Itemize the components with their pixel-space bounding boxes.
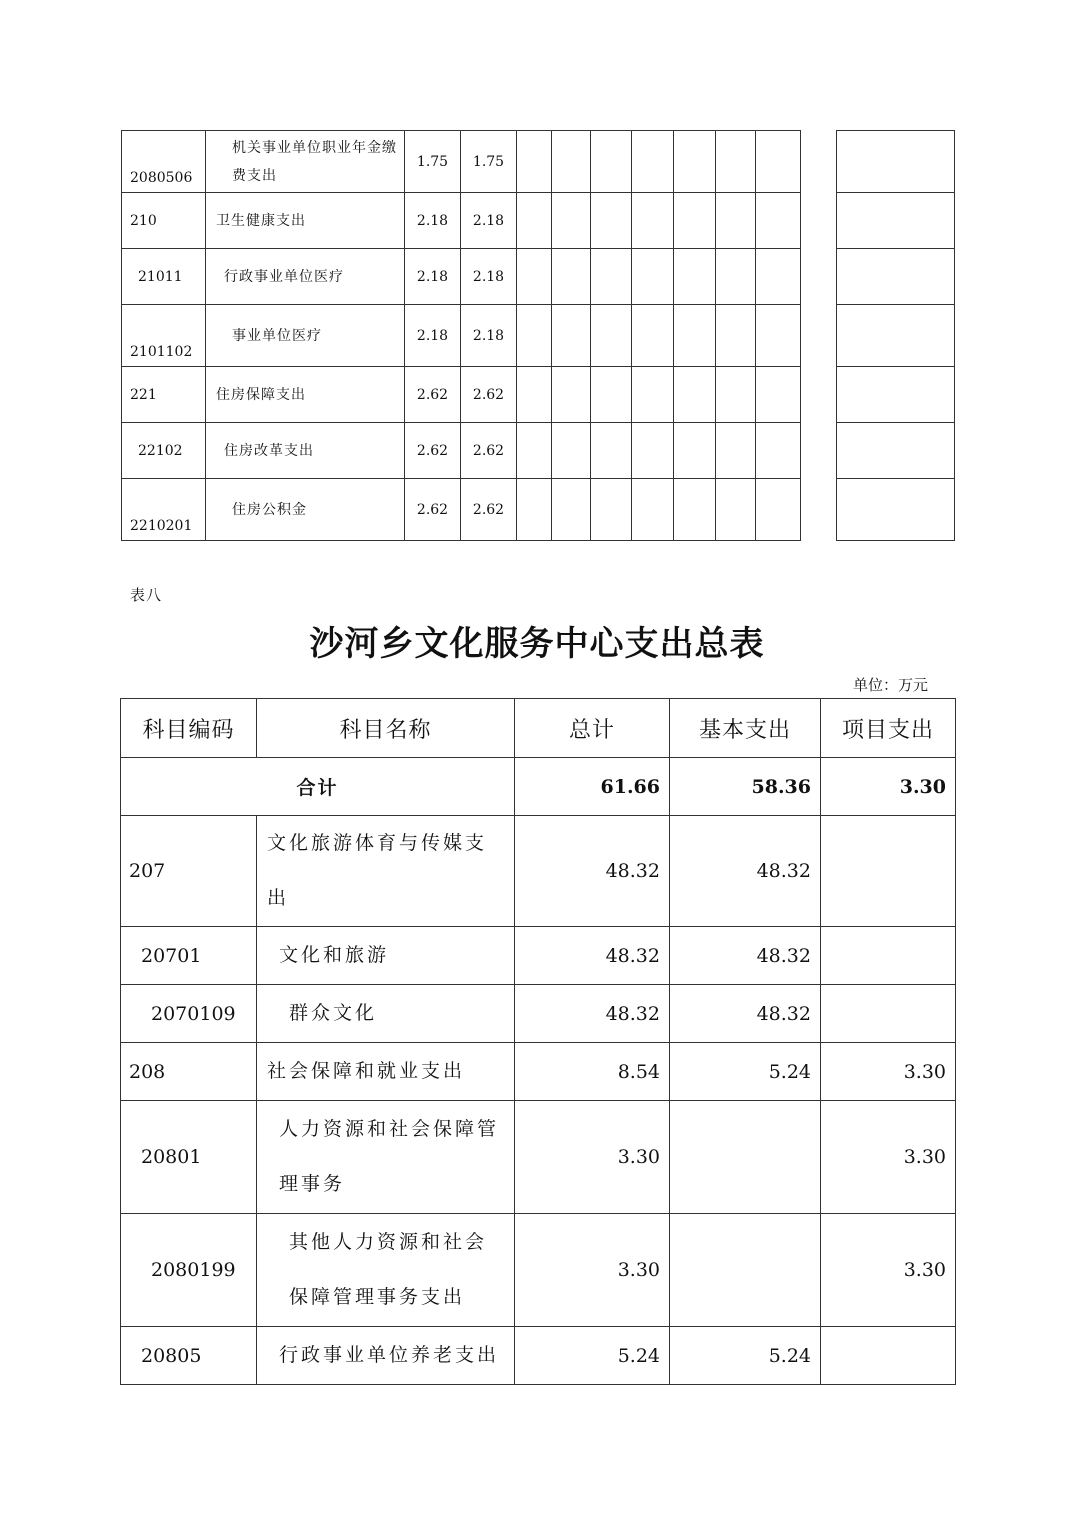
row-value: 2.62 [461, 479, 517, 541]
empty-cell [517, 367, 552, 423]
empty-cell [632, 249, 674, 305]
empty-cell [591, 423, 632, 479]
table-row [121, 985, 956, 1043]
expenditure-summary-table [120, 698, 956, 1385]
empty-cell [517, 423, 552, 479]
total-value: 48.32 [515, 816, 670, 927]
row-code: 208 [121, 1043, 257, 1101]
row-code: 22102 [122, 423, 206, 479]
row-code: 221 [122, 367, 206, 423]
project-value [821, 816, 956, 927]
empty-cell [632, 479, 674, 541]
table-row [122, 423, 955, 479]
empty-cell [837, 367, 955, 423]
row-value: 2.62 [405, 479, 461, 541]
table-row [122, 305, 955, 367]
table-row [121, 1043, 956, 1101]
empty-cell [716, 479, 756, 541]
basic-value [670, 1214, 821, 1327]
row-code: 2101102 [122, 305, 206, 367]
table-row [122, 249, 955, 305]
empty-cell [552, 367, 591, 423]
basic-value: 48.32 [670, 985, 821, 1043]
row-name: 群众文化 [257, 985, 515, 1043]
empty-cell [517, 305, 552, 367]
empty-cell [801, 423, 837, 479]
page-title: 沙河乡文化服务中心支出总表 [309, 624, 765, 664]
empty-cell [801, 249, 837, 305]
empty-cell [552, 305, 591, 367]
row-value: 2.62 [405, 423, 461, 479]
basic-value: 48.32 [670, 927, 821, 985]
empty-cell [517, 131, 552, 193]
row-code: 210 [122, 193, 206, 249]
table-row [122, 193, 955, 249]
empty-cell [517, 249, 552, 305]
empty-cell [756, 193, 801, 249]
row-name: 人力资源和社会保障管理事务 [257, 1101, 515, 1214]
basic-value: 5.24 [670, 1327, 821, 1385]
basic-value: 48.32 [670, 816, 821, 927]
empty-cell [632, 131, 674, 193]
row-value: 1.75 [461, 131, 517, 193]
project-value: 3.30 [821, 1214, 956, 1327]
total-value: 8.54 [515, 1043, 670, 1101]
row-name: 住房公积金 [206, 479, 405, 541]
empty-cell [756, 131, 801, 193]
project-value: 3.30 [821, 758, 956, 816]
row-code: 2080199 [121, 1214, 257, 1327]
basic-value: 58.36 [670, 758, 821, 816]
empty-cell [756, 423, 801, 479]
project-value: 3.30 [821, 1043, 956, 1101]
empty-cell [716, 423, 756, 479]
empty-cell [674, 305, 716, 367]
row-name: 文化和旅游 [257, 927, 515, 985]
row-value: 2.18 [461, 305, 517, 367]
row-value: 2.18 [461, 193, 517, 249]
row-value: 2.62 [461, 367, 517, 423]
empty-cell [552, 131, 591, 193]
basic-value [670, 1101, 821, 1214]
total-value: 61.66 [515, 758, 670, 816]
empty-cell [632, 423, 674, 479]
row-value: 2.18 [405, 193, 461, 249]
column-header: 项目支出 [821, 699, 956, 758]
empty-cell [837, 423, 955, 479]
project-value: 3.30 [821, 1101, 956, 1214]
empty-cell [674, 249, 716, 305]
column-header: 基本支出 [670, 699, 821, 758]
row-name: 卫生健康支出 [206, 193, 405, 249]
row-code: 21011 [122, 249, 206, 305]
empty-cell [591, 305, 632, 367]
table-row [121, 1101, 956, 1214]
empty-cell [632, 367, 674, 423]
empty-cell [801, 193, 837, 249]
row-code: 20701 [121, 927, 257, 985]
empty-cell [591, 249, 632, 305]
empty-cell [552, 193, 591, 249]
empty-cell [552, 423, 591, 479]
row-value: 2.18 [405, 305, 461, 367]
table-header-row [121, 699, 956, 758]
empty-cell [674, 193, 716, 249]
empty-cell [801, 367, 837, 423]
empty-cell [632, 193, 674, 249]
empty-cell [837, 479, 955, 541]
empty-cell [591, 131, 632, 193]
empty-cell [716, 367, 756, 423]
total-value: 3.30 [515, 1101, 670, 1214]
table-label: 表八 [130, 586, 163, 604]
row-name: 住房保障支出 [206, 367, 405, 423]
total-value: 5.24 [515, 1327, 670, 1385]
empty-cell [632, 305, 674, 367]
row-code: 2070109 [121, 985, 257, 1043]
continued-expenditure-table [121, 130, 955, 541]
row-name: 机关事业单位职业年金缴费支出 [206, 131, 405, 193]
row-value: 2.18 [405, 249, 461, 305]
row-name: 其他人力资源和社会保障管理事务支出 [257, 1214, 515, 1327]
total-value: 3.30 [515, 1214, 670, 1327]
project-value [821, 985, 956, 1043]
empty-cell [756, 367, 801, 423]
row-code: 207 [121, 816, 257, 927]
empty-cell [591, 479, 632, 541]
empty-cell [716, 305, 756, 367]
empty-cell [552, 479, 591, 541]
total-label: 合计 [121, 758, 515, 816]
row-name: 住房改革支出 [206, 423, 405, 479]
table-row [121, 1327, 956, 1385]
table-row [122, 131, 955, 193]
table-row [121, 1214, 956, 1327]
row-code: 20805 [121, 1327, 257, 1385]
column-header: 科目名称 [257, 699, 515, 758]
empty-cell [716, 131, 756, 193]
empty-cell [756, 479, 801, 541]
row-name: 行政事业单位养老支出 [257, 1327, 515, 1385]
empty-cell [517, 479, 552, 541]
empty-cell [756, 305, 801, 367]
row-name: 行政事业单位医疗 [206, 249, 405, 305]
empty-cell [591, 367, 632, 423]
empty-cell [801, 131, 837, 193]
table-row [122, 479, 955, 541]
empty-cell [837, 131, 955, 193]
empty-cell [674, 367, 716, 423]
table-row [121, 927, 956, 985]
empty-cell [801, 479, 837, 541]
total-row [121, 758, 956, 816]
column-header: 总计 [515, 699, 670, 758]
empty-cell [716, 193, 756, 249]
empty-cell [716, 249, 756, 305]
empty-cell [517, 193, 552, 249]
table-row [122, 367, 955, 423]
empty-cell [756, 249, 801, 305]
empty-cell [674, 131, 716, 193]
empty-cell [837, 305, 955, 367]
empty-cell [837, 249, 955, 305]
total-value: 48.32 [515, 985, 670, 1043]
row-value: 2.18 [461, 249, 517, 305]
row-name: 事业单位医疗 [206, 305, 405, 367]
table-row [121, 816, 956, 927]
project-value [821, 1327, 956, 1385]
row-code: 20801 [121, 1101, 257, 1214]
empty-cell [591, 193, 632, 249]
project-value [821, 927, 956, 985]
row-value: 1.75 [405, 131, 461, 193]
row-value: 2.62 [405, 367, 461, 423]
empty-cell [674, 479, 716, 541]
unit-label: 单位：万元 [852, 676, 928, 694]
row-name: 社会保障和就业支出 [257, 1043, 515, 1101]
row-value: 2.62 [461, 423, 517, 479]
column-header: 科目编码 [121, 699, 257, 758]
empty-cell [674, 423, 716, 479]
basic-value: 5.24 [670, 1043, 821, 1101]
total-value: 48.32 [515, 927, 670, 985]
empty-cell [801, 305, 837, 367]
empty-cell [837, 193, 955, 249]
row-name: 文化旅游体育与传媒支出 [257, 816, 515, 927]
row-code: 2210201 [122, 479, 206, 541]
empty-cell [552, 249, 591, 305]
row-code: 2080506 [122, 131, 206, 193]
